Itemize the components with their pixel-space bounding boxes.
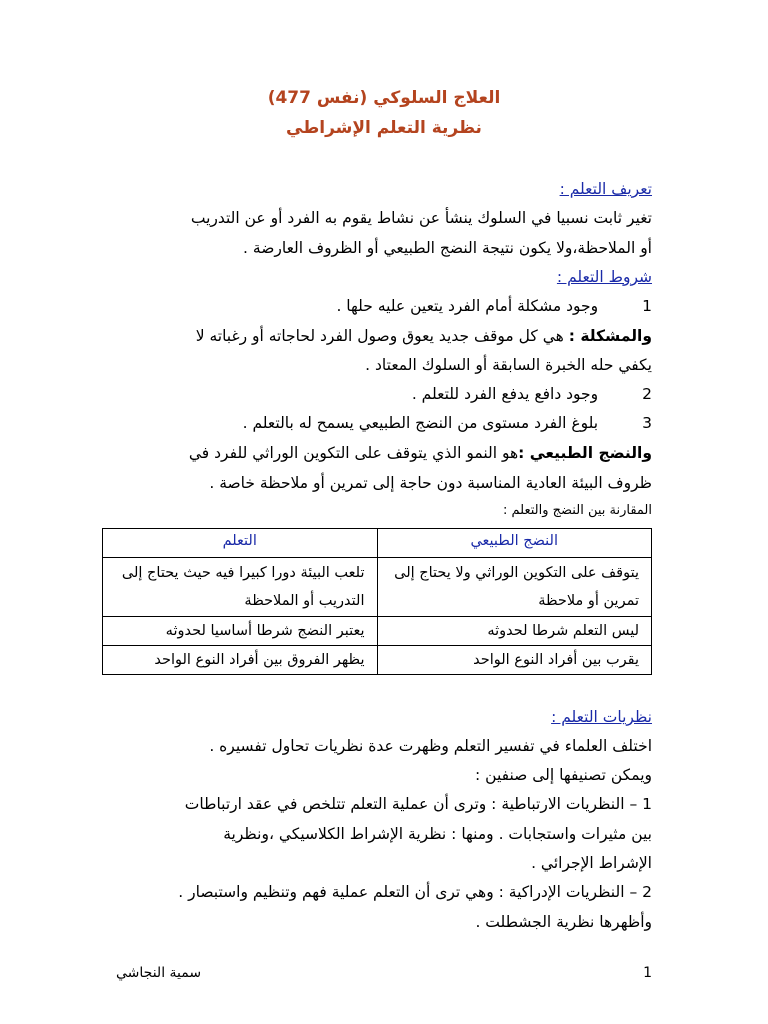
condition-item-2 [412,385,652,403]
table-row [103,558,652,617]
comparison-caption: المقارنة بين النضج والتعلم : [503,503,652,518]
condition-item-1-text: وجود مشكلة أمام الفرد يتعين عليه حلها . [336,297,599,315]
table-cell: يظهر الفروق بين أفراد النوع الواحد [103,646,378,675]
table-cell: يتوقف على التكوين الوراثي ولا يحتاج إلى تمرين أو ملاحظة [377,558,652,617]
problem-definition-line-2: يكفي حله الخبرة السابقة أو السلوك المعتاد . [365,356,652,374]
table-row [103,617,652,646]
problem-term: والمشكلة : [568,327,652,345]
comparison-table [102,528,652,675]
table-row [103,646,652,675]
definition-line-2: أو الملاحظة،ولا يكون نتيجة النضج الطبيعي أو الظروف العارضة . [243,239,652,257]
comparison-header-maturity: النضج الطبيعي [377,529,652,558]
maturity-definition-text: هو النمو الذي يتوقف على التكوين الوراثي للفرد في [188,444,519,462]
maturity-term: والنضج الطبيعي : [518,444,652,462]
table-cell: يعتبر النضج شرطا أساسيا لحدوثه [103,617,378,646]
comparison-header-learning: التعلم [103,529,378,558]
conditions-heading: شروط التعلم : [556,268,652,286]
table-cell: ليس التعلم شرطا لحدوثه [377,617,652,646]
condition-item-2-number: 2 [642,385,652,403]
condition-item-2-text: وجود دافع يدفع الفرد للتعلم . [411,385,599,403]
footer-author: سمية النجاشي [116,965,202,981]
maturity-definition-line-1 [189,444,652,462]
theory-1-line-2: بين مثيرات واستجابات . ومنها : نظرية الإشراط الكلاسيكي ،ونظرية [223,825,652,843]
theories-heading: نظريات التعلم : [551,708,652,726]
problem-definition-line-1 [196,327,652,345]
condition-item-3-number: 3 [642,414,652,432]
document-subtitle: نظرية التعلم الإشراطي [286,118,482,138]
table-cell: تلعب البيئة دورا كبيرا فيه حيث يحتاج إلى التدريب أو الملاحظة [103,558,378,617]
definition-heading: تعريف التعلم : [559,180,652,198]
document-title: العلاج السلوكي (نفس 477) [267,88,501,108]
condition-item-3-text: بلوغ الفرد مستوى من النضج الطبيعي يسمح له بالتعلم . [242,414,599,432]
maturity-definition-line-2: ظروف البيئة العادية المناسبة دون حاجة إلى تمرين أو ملاحظة خاصة . [209,474,652,492]
problem-definition-text: هي كل موقف جديد يعوق وصول الفرد لحاجاته أو رغباته لا [195,327,569,345]
condition-item-1 [336,297,652,315]
condition-item-3 [243,414,652,432]
footer-page-number: 1 [643,965,652,981]
theory-1-line-3: الإشراط الإجرائي . [531,854,652,872]
theory-2-line-1: 2 – النظريات الإدراكية : وهي ترى أن التعلم عملية فهم وتنظيم واستبصار . [178,883,652,901]
comparison-table-header-row [103,529,652,558]
theory-1-line-1: 1 – النظريات الارتباطية : وترى أن عملية التعلم تتلخص في عقد ارتباطات [184,795,652,813]
definition-line-1: تغير ثابت نسبيا في السلوك ينشأ عن نشاط يقوم به الفرد أو عن التدريب [190,209,652,227]
theories-line-1: اختلف العلماء في تفسير التعلم وظهرت عدة نظريات تحاول تفسيره . [209,737,652,755]
theory-2-line-2: وأظهرها نظرية الجشطلت . [475,913,652,931]
table-cell: يقرب بين أفراد النوع الواحد [377,646,652,675]
theories-line-2: ويمكن تصنيفها إلى صنفين : [475,766,652,784]
condition-item-1-number: 1 [642,297,652,315]
